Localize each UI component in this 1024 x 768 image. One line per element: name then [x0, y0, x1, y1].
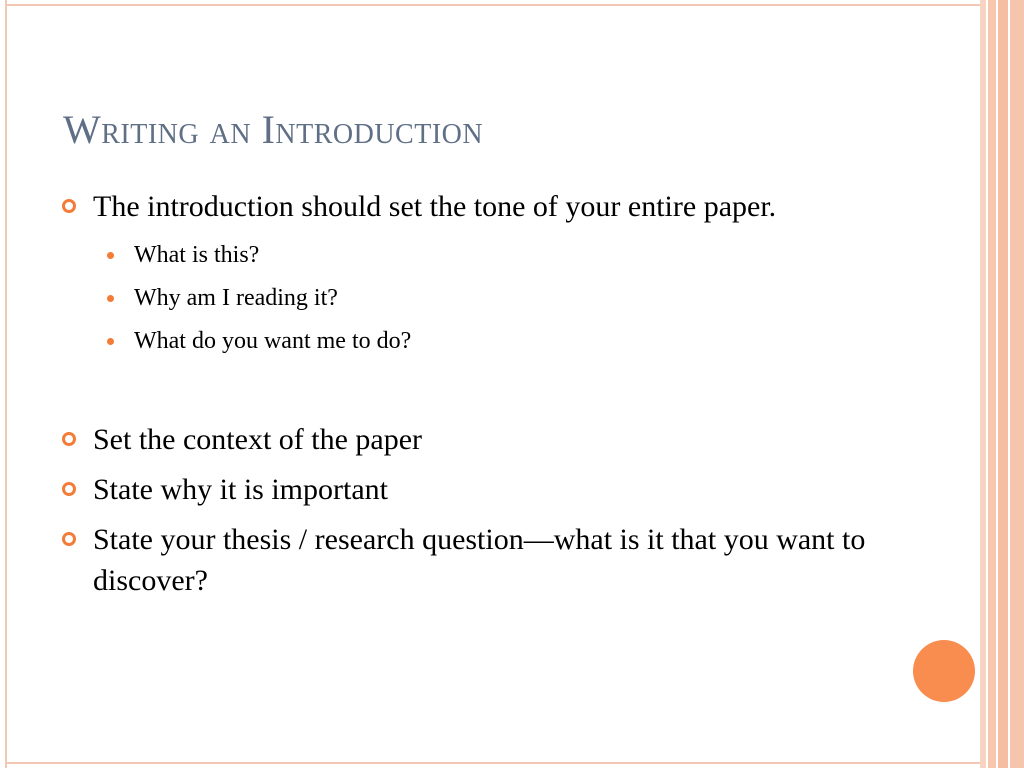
decorative-stripe: [998, 0, 1008, 768]
hollow-circle-bullet-icon: [62, 432, 76, 446]
frame-line-top: [5, 4, 980, 6]
slide-title: Writing an Introduction: [63, 107, 484, 152]
sub-bullet-text: What is this?: [134, 242, 260, 268]
bullet-item: [62, 519, 882, 601]
hollow-circle-bullet-icon: [62, 199, 76, 213]
bullet-text: State why it is important: [93, 473, 388, 506]
filled-dot-bullet-icon: [107, 295, 114, 302]
sub-bullet-item: [62, 320, 882, 363]
spacer: [62, 363, 882, 419]
sub-bullet-list: [62, 234, 882, 363]
bullet-text: State your thesis / research question—what is it that you want to discover?: [93, 523, 866, 597]
filled-dot-bullet-icon: [107, 338, 114, 345]
frame-line-bottom: [5, 762, 980, 764]
decorative-stripe: [988, 0, 996, 768]
bullet-item: [62, 419, 882, 460]
orange-circle-decoration: [913, 640, 975, 702]
decorative-stripe: [1010, 0, 1024, 768]
sub-bullet-text: What do you want me to do?: [134, 328, 412, 354]
bullet-item: [62, 186, 882, 227]
bullet-item: [62, 469, 882, 510]
sub-bullet-text: Why am I reading it?: [134, 285, 338, 311]
sub-bullet-item: [62, 234, 882, 277]
frame-line-left: [5, 0, 7, 768]
filled-dot-bullet-icon: [107, 252, 114, 259]
slide-body: [62, 186, 882, 601]
bullet-text: Set the context of the paper: [93, 423, 423, 456]
hollow-circle-bullet-icon: [62, 482, 76, 496]
bullet-text: The introduction should set the tone of your entire paper.: [93, 190, 777, 223]
hollow-circle-bullet-icon: [62, 532, 76, 546]
sub-bullet-item: [62, 277, 882, 320]
